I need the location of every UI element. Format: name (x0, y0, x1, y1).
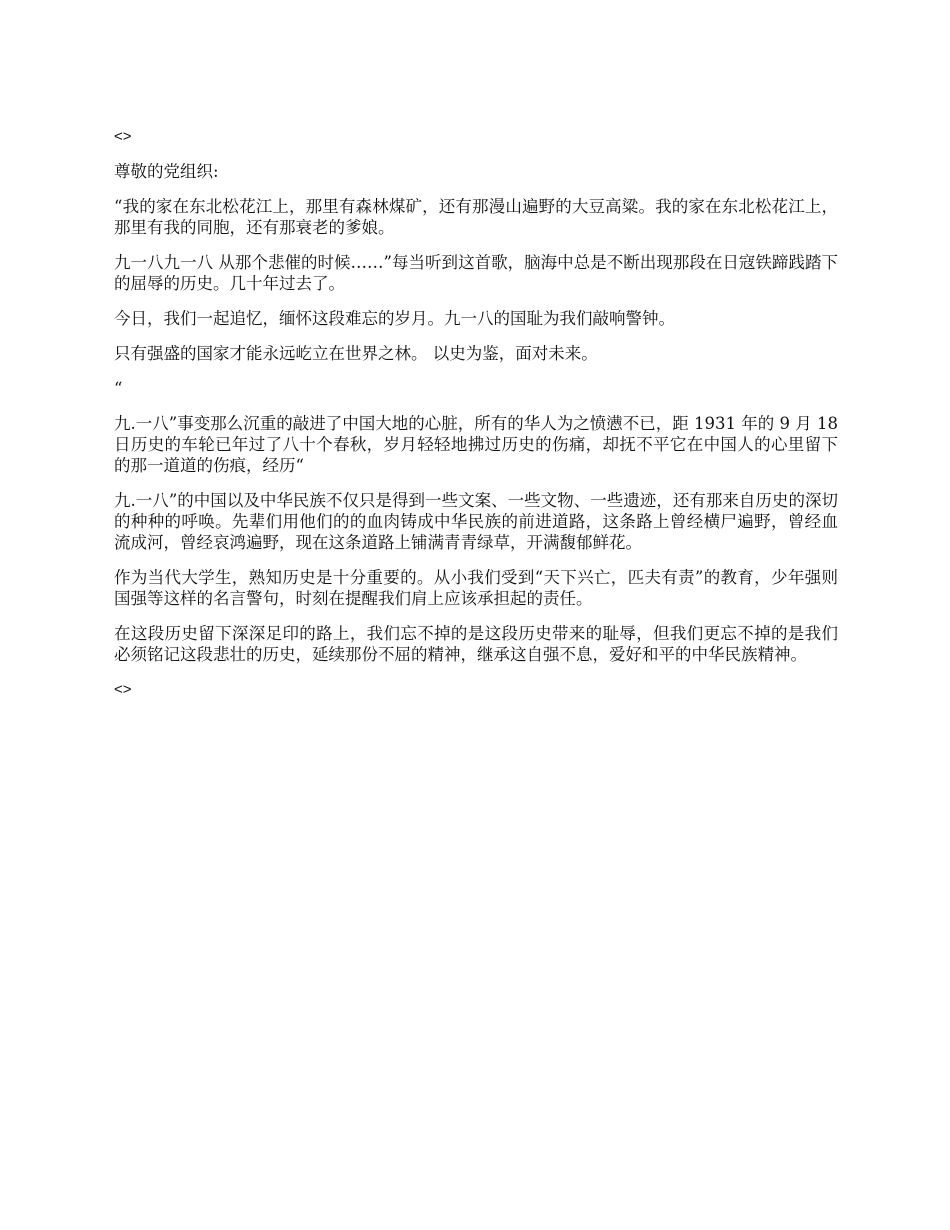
bottom-marker: <> (114, 681, 132, 698)
document-body (114, 126, 838, 714)
quote-mark-line: “ (114, 379, 123, 398)
paragraph-incident: 九.一八”事变那么沉重的敲进了中国大地的心脏，所有的华人为之愤懑不已，距 1931 年的 9 月 18 日历史的车轮已年过了八十个春秋，岁月轻轻地拂过历史的伤痛，却抚不平它在中国人的心里留下的那一道道的伤痕，经历“ (114, 414, 838, 475)
paragraph-remembrance: 今日，我们一起追忆，缅怀这段难忘的岁月。九一八的国耻为我们敲响警钟。 (114, 309, 675, 328)
paragraph-history-call: 九.一八”的中国以及中华民族不仅只是得到一些文案、一些文物、一些遗迹，还有那来自历史的深切的种种的呼唤。先辈们用他们的的血肉铸成中华民族的前进道路，这条路上曾经横尸遍野，曾经血流成河，曾经哀鸿遍野，现在这条道路上铺满青青绿草，开满馥郁鲜花。 (114, 491, 838, 552)
top-marker: <> (114, 128, 132, 145)
paragraph-student-duty: 作为当代大学生，熟知历史是十分重要的。从小我们受到“天下兴亡，匹夫有责”的教育，少年强则国强等这样的名言警句，时刻在提醒我们肩上应该承担起的责任。 (114, 568, 838, 608)
paragraph-strong-nation: 只有强盛的国家才能永远屹立在世界之林。 以史为鉴，面对未来。 (114, 344, 598, 363)
paragraph-song-lyrics: “我的家在东北松花江上，那里有森林煤矿，还有那漫山遍野的大豆高粱。我的家在东北松花江上，那里有我的同胞，还有那衰老的爹娘。 (114, 197, 838, 237)
salutation: 尊敬的党组织: (114, 162, 219, 181)
paragraph-conclusion: 在这段历史留下深深足印的路上，我们忘不掉的是这段历史带来的耻辱，但我们更忘不掉的是我们必须铭记这段悲壮的历史，延续那份不屈的精神，继承这自强不息，爱好和平的中华民族精神。 (114, 624, 838, 664)
paragraph-song-memory: 九一八九一八 从那个悲催的时候……”每当听到这首歌，脑海中总是不断出现那段在日寇铁蹄践踏下的屈辱的历史。几十年过去了。 (114, 253, 838, 293)
